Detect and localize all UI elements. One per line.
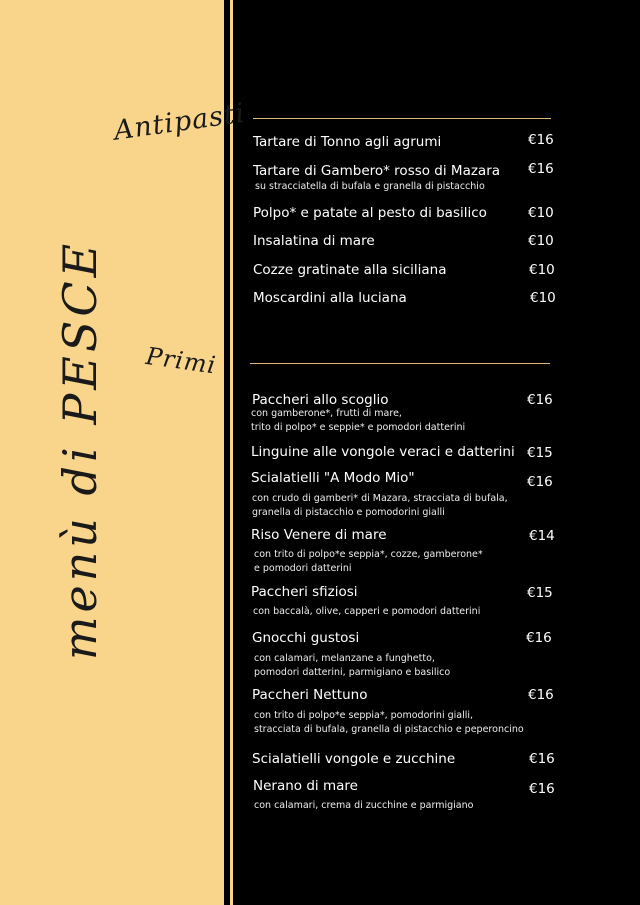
menu-item-price: €10	[528, 205, 554, 221]
menu-item-name: Nerano di mare	[253, 778, 358, 794]
description-line: con trito di polpo*e seppia*, cozze, gamberone*	[254, 549, 483, 560]
menu-item-description	[254, 548, 483, 576]
menu-title: menù di PESCE	[53, 239, 107, 661]
menu-item-name: Gnocchi gustosi	[252, 630, 360, 646]
description-line: pomodori datterini, parmigiano e basilico	[254, 667, 451, 678]
menu-item-price: €16	[527, 392, 553, 408]
menu-item-price: €10	[528, 233, 554, 249]
description-line: granella di pistacchio e pomodorini gialli	[252, 507, 445, 518]
menu-item-price: €15	[527, 445, 553, 461]
menu-item-price: €15	[527, 585, 553, 601]
menu-item-name: Paccheri allo scoglio	[252, 392, 389, 408]
description-line: trito di polpo* e seppie* e pomodori datterini	[251, 422, 466, 433]
menu-item-price: €16	[528, 161, 554, 177]
menu-item-name: Linguine alle vongole veraci e datterini	[251, 444, 515, 460]
divider-stripe	[230, 0, 233, 905]
description-line: stracciata di bufala, granella di pistacchio e peperoncino	[254, 724, 524, 735]
antipasti-heading: Antipasti	[112, 97, 248, 147]
menu-item-name: Paccheri Nettuno	[252, 687, 368, 703]
menu-item-name: Scialatielli "A Modo Mio"	[251, 470, 415, 486]
primi-heading: Primi	[144, 342, 219, 380]
menu-item-price: €16	[529, 751, 555, 767]
menu-item-description	[254, 799, 473, 813]
menu-item-price: €10	[529, 262, 555, 278]
menu-item-price: €10	[530, 290, 556, 306]
description-line: e pomodori datterini	[254, 563, 352, 574]
menu-item-price: €16	[528, 132, 554, 148]
description-line: con baccalà, olive, capperi e pomodori datterini	[253, 606, 481, 617]
primi-rule	[250, 363, 550, 364]
description-line: con calamari, crema di zucchine e parmigiano	[254, 800, 474, 811]
menu-item-price: €16	[527, 474, 553, 490]
menu-item-description	[254, 709, 524, 737]
menu-item-description	[251, 407, 465, 435]
menu-item-name: Moscardini alla luciana	[253, 290, 407, 306]
description-line: su stracciatella di bufala e granella di pistacchio	[255, 181, 485, 192]
menu-item-description	[252, 492, 508, 520]
description-line: con crudo di gamberi* di Mazara, stracciata di bufala,	[252, 493, 508, 504]
menu-item-name: Tartare di Tonno agli agrumi	[253, 134, 442, 150]
antipasti-rule	[253, 118, 551, 119]
menu-item-description	[253, 605, 480, 619]
menu-item-price: €16	[529, 781, 555, 797]
menu-item-name: Paccheri sfiziosi	[251, 584, 358, 600]
menu-item-price: €16	[526, 630, 552, 646]
description-line: con trito di polpo*e seppia*, pomodorini gialli,	[254, 710, 474, 721]
description-line: con calamari, melanzane a funghetto,	[254, 653, 435, 664]
menu-item-name: Scialatielli vongole e zucchine	[252, 751, 456, 767]
menu-item-description	[255, 180, 485, 194]
menu-item-description	[254, 652, 450, 680]
menu-item-price: €14	[529, 528, 555, 544]
menu-item-name: Riso Venere di mare	[251, 527, 387, 543]
description-line: con gamberone*, frutti di mare,	[251, 408, 402, 419]
menu-item-name: Polpo* e patate al pesto di basilico	[253, 205, 487, 221]
menu-item-name: Insalatina di mare	[253, 233, 375, 249]
menu-item-name: Cozze gratinate alla siciliana	[253, 262, 447, 278]
menu-item-price: €16	[528, 687, 554, 703]
menu-item-name: Tartare di Gambero* rosso di Mazara	[253, 163, 501, 179]
